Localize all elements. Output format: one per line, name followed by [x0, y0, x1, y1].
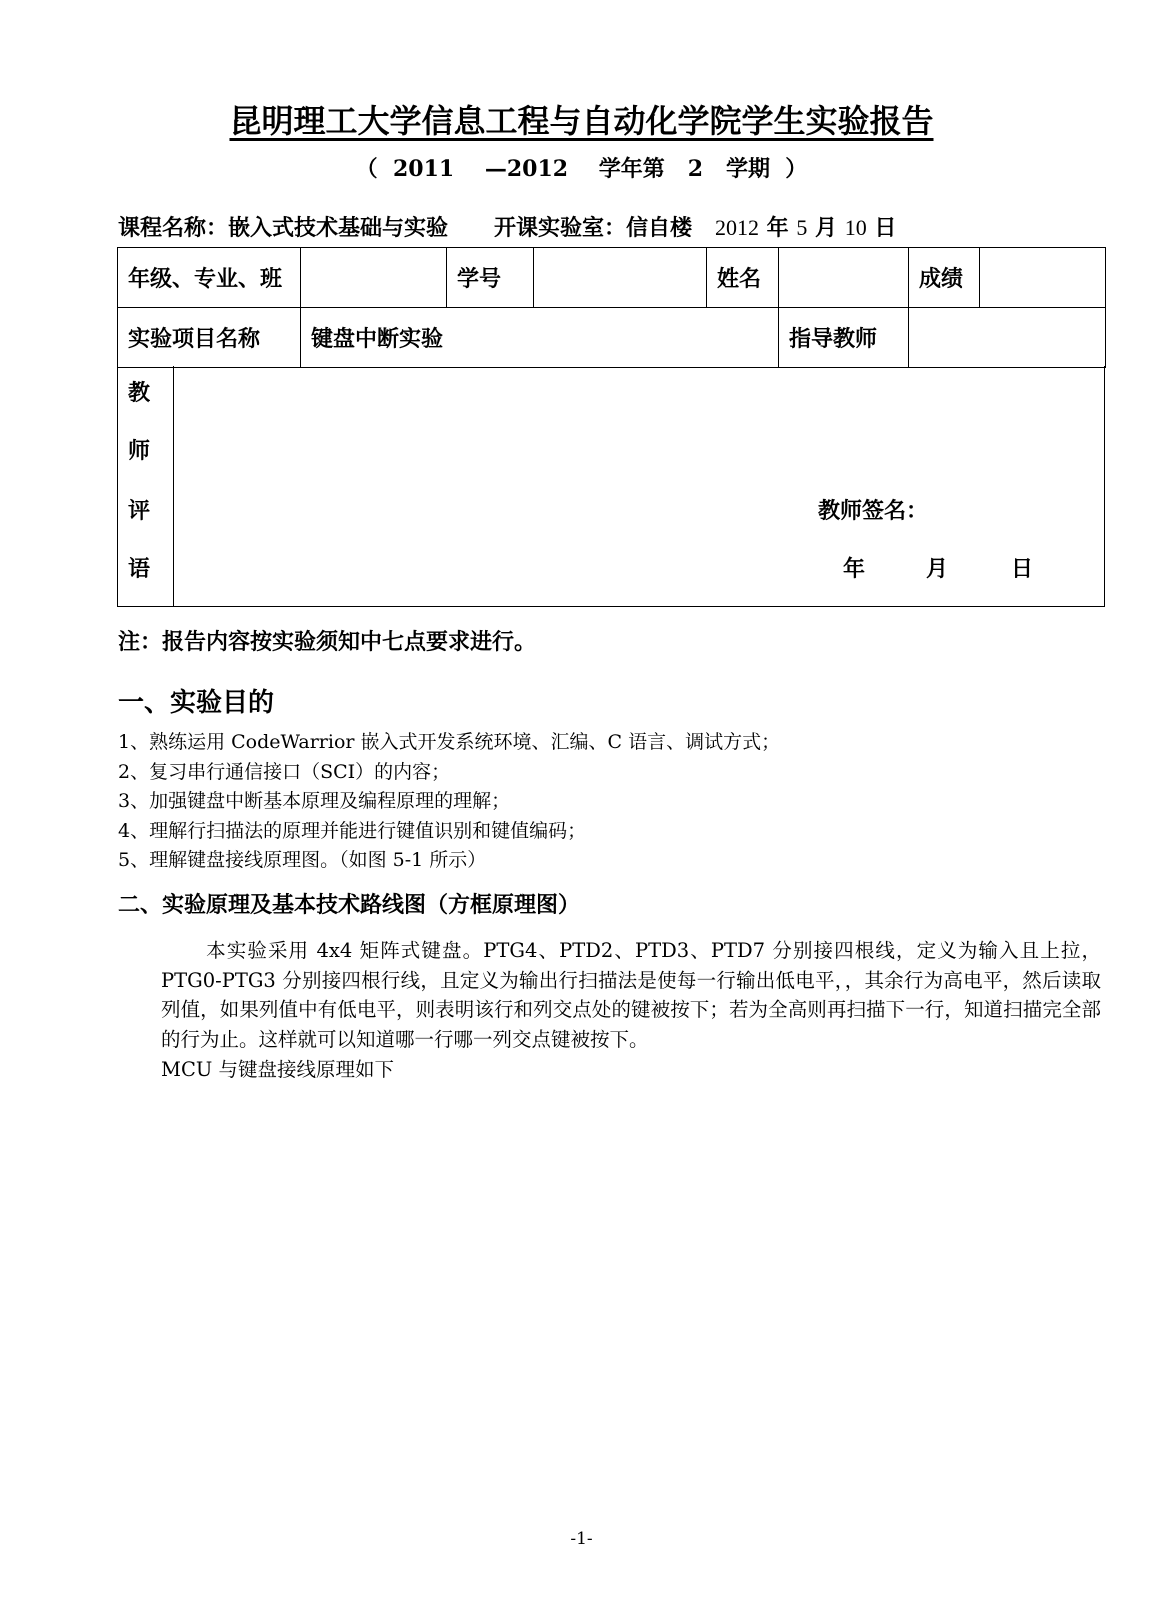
teacher-label: 指导教师	[779, 308, 909, 368]
list-item: 5、理解键盘接线原理图。（如图 5-1 所示）	[118, 849, 487, 871]
comment-label-char: 教	[128, 381, 151, 406]
page-number: -1-	[570, 1529, 593, 1549]
signature-month-label: 月	[926, 557, 949, 582]
list-item: 4、理解行扫描法的原理并能进行键值识别和键值编码；	[118, 819, 587, 842]
report-day: 10	[844, 215, 867, 240]
academic-term: （ 2011 —2012 学年第 2 学期 ）	[355, 156, 808, 182]
list-item: 2、复习串行通信接口（SCI）的内容；	[118, 760, 451, 783]
teacher-value[interactable]	[909, 308, 1106, 368]
comment-label-char: 师	[128, 439, 151, 464]
month-unit: 月	[815, 216, 838, 241]
class-value[interactable]	[301, 248, 447, 308]
principle-text: 本实验采用 4x4 矩阵式键盘。PTG4、PTD2、PTD3、PTD7 分别接四根线，定义为输入且上拉，PTG0-PTG3 分别接四根行线，且定义为输出行扫描法是使每一行输出低电平，，其余行为高电平，然后读取列值，如果列值中有低电平，则表明该行和列交点处的键被按下；若为全高则再扫描下一行，知道扫描完全部的行为止。这样就可以知道哪一行哪一列交点键被按下。	[161, 939, 1101, 1051]
year-unit: 年	[766, 216, 789, 241]
comment-label-char: 语	[128, 557, 151, 582]
report-note: 注：报告内容按实验须知中七点要求进行。	[118, 630, 537, 655]
project-value: 键盘中断实验	[301, 308, 779, 368]
teacher-comment-box	[117, 366, 1105, 607]
course-line	[118, 211, 896, 242]
signature-year-label: 年	[843, 557, 866, 582]
course-label: 课程名称：嵌入式技术基础与实验	[118, 216, 449, 241]
class-label: 年级、专业、班	[118, 248, 301, 308]
student-id-label: 学号	[447, 248, 534, 308]
table-row	[118, 308, 1106, 368]
report-month: 5	[796, 215, 808, 240]
teacher-signature-label: 教师签名：	[818, 499, 929, 524]
info-table	[117, 247, 1106, 368]
section2-heading: 二、实验原理及基本技术路线图（方框原理图）	[118, 893, 581, 918]
principle-paragraph	[161, 936, 1101, 1054]
list-item: 1、熟练运用 CodeWarrior 嵌入式开发系统环境、汇编、C 语言、调试方式；	[118, 731, 781, 753]
signature-day-label: 日	[1011, 557, 1034, 582]
comment-label-char: 评	[128, 499, 151, 524]
objectives-list	[118, 728, 780, 876]
day-unit: 日	[874, 216, 897, 241]
student-id-value[interactable]	[534, 248, 707, 308]
lab-label: 开课实验室：信自楼	[493, 216, 692, 241]
wiring-intro: MCU 与键盘接线原理如下	[161, 1058, 395, 1081]
name-value[interactable]	[779, 248, 909, 308]
comment-label-column	[118, 366, 174, 606]
list-item: 3、加强键盘中断基本原理及编程原理的理解；	[118, 790, 511, 812]
name-label: 姓名	[707, 248, 779, 308]
table-row	[118, 248, 1106, 308]
report-title: 昆明理工大学信息工程与自动化学院学生实验报告	[229, 102, 934, 140]
report-year: 2012	[714, 215, 759, 240]
project-label: 实验项目名称	[118, 308, 301, 368]
score-value[interactable]	[980, 248, 1106, 308]
section1-heading: 一、实验目的	[118, 688, 275, 718]
score-label: 成绩	[909, 248, 980, 308]
